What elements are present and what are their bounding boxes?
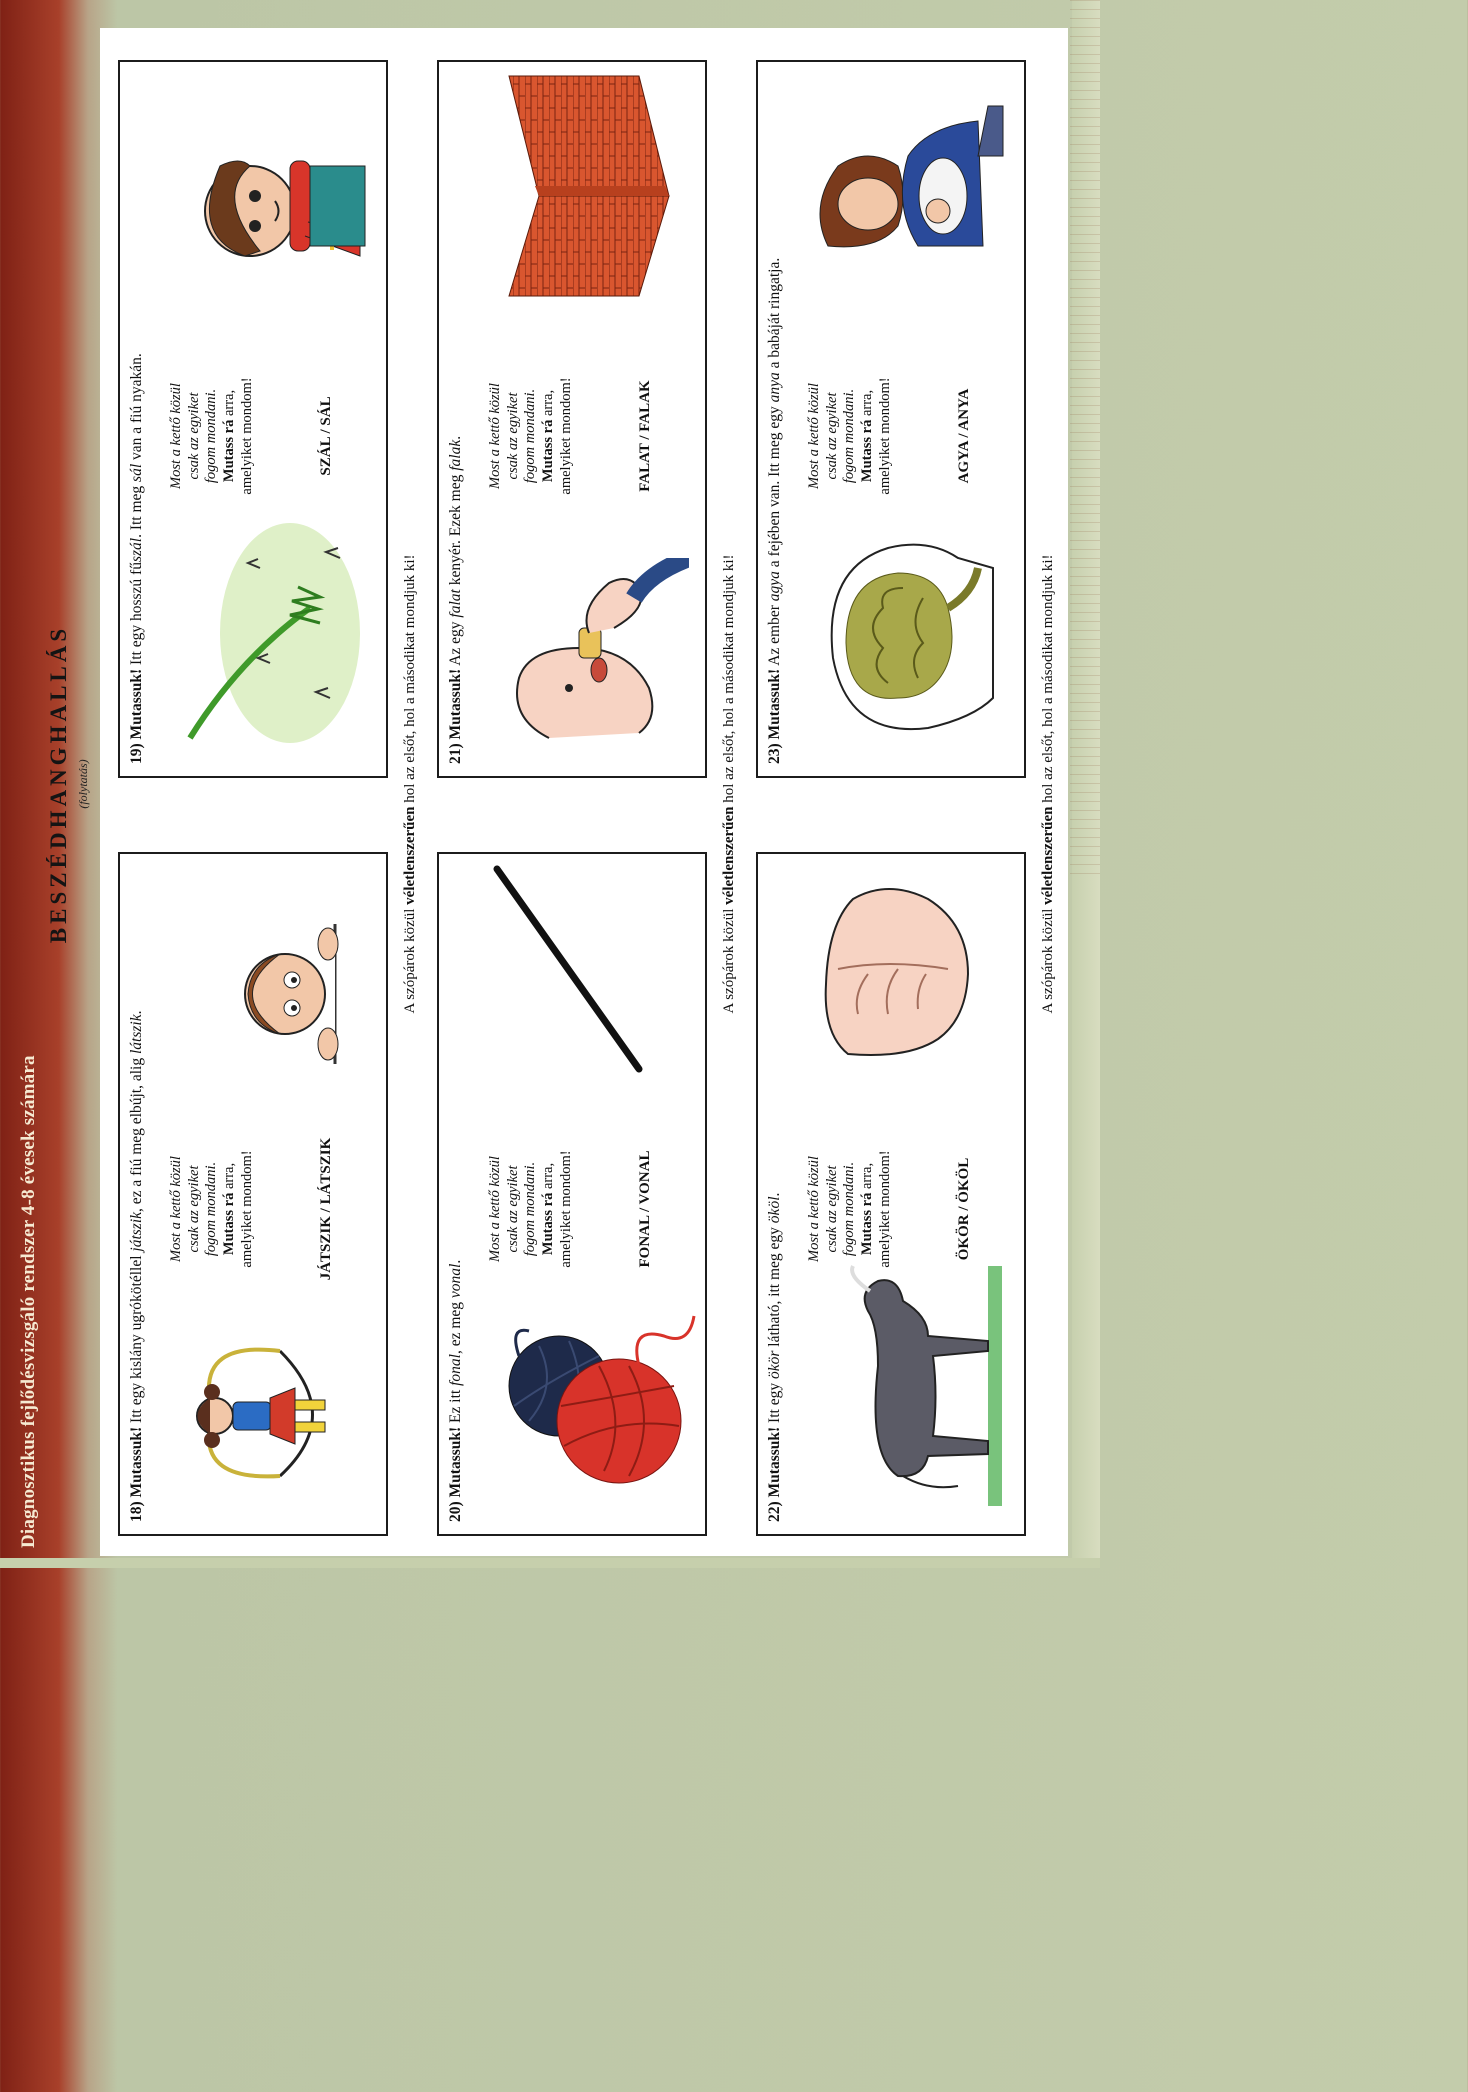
instruction-line-5: amelyiket mondom! [876,1150,893,1268]
instruction-line-5: amelyiket mondom! [238,377,255,495]
card-instruction [168,1114,256,1304]
word-pair: ÖKÖR / ÖKÖL [956,1157,972,1261]
sentence-part: . [447,435,464,440]
card-description [447,864,466,1522]
card-lead: Mutassuk! [447,668,464,740]
instruction-line-1: Most a kettő közül [168,383,184,489]
card-21 [437,60,707,778]
sentence-part: Az egy [447,617,464,669]
instruction-line-5: amelyiket mondom! [557,377,574,495]
card-instruction [487,341,575,531]
instruction-line-1: Most a kettő közül [487,383,503,489]
yarn-balls-icon[interactable] [489,1286,704,1516]
card-number: 23) [766,739,783,764]
card-number: 20) [447,1497,464,1522]
word-pair: FONAL / VONAL [637,1150,653,1268]
bread-bite-icon[interactable] [489,558,694,758]
instruction-line-4: Mutass rá arra, [221,389,238,483]
instruction-line-1: Most a kettő közül [806,1156,822,1262]
instruction-line-1: Most a kettő közül [168,1156,184,1262]
sentence-part: játszik [128,1211,145,1252]
straight-line-icon[interactable] [489,864,654,1074]
instruction-line-5: amelyiket mondom! [557,1150,574,1268]
card-23 [756,60,1026,778]
instruction-line-5: amelyiket mondom! [238,1150,255,1268]
instruction-line-3: fogom mondani. [522,388,539,484]
instruction-line-2: csak az egyiket [185,392,202,480]
word-pair: AGYA / ANYA [956,388,972,484]
card-number: 19) [128,739,145,764]
instruction-line-2: csak az egyiket [823,1165,840,1253]
sentence-part: szál [128,537,145,563]
card-20 [437,852,707,1536]
instruction-line-2: csak az egyiket [504,392,521,480]
word-pair: JÁTSZIK / LÁTSZIK [318,1137,334,1281]
card-description [766,864,785,1522]
sentence-part: Itt egy [766,1379,783,1427]
sentence-part: . [766,1192,783,1197]
instruction-line-4: Mutass rá arra, [859,389,876,483]
card-sentence [766,1193,783,1427]
instruction-line-4: Mutass rá arra, [221,1162,238,1256]
brick-walls-icon[interactable] [489,66,694,306]
mother-baby-icon[interactable] [808,86,1013,306]
hiding-boy-icon[interactable] [170,914,365,1074]
card-lead: Mutassuk! [766,1426,783,1498]
instruction-line-3: fogom mondani. [522,1161,539,1257]
row-note-2: A szópárok közül véletlenszerűen hol az elsőt, hol a másodikat mondjuk ki! [721,554,737,1014]
card-number: 22) [766,1497,783,1522]
instruction-line-4: Mutass rá arra, [859,1162,876,1256]
card-instruction [487,1114,575,1304]
instruction-line-1: Most a kettő közül [806,383,822,489]
card-number: 21) [447,739,464,764]
card-instruction [168,341,256,531]
card-lead: Mutassuk! [128,1426,145,1498]
sentence-part: . [128,1010,145,1015]
card-description [128,72,147,764]
card-lead: Mutassuk! [447,1426,464,1498]
sentence-part: látszik [128,1014,145,1055]
page-title: BESZÉDHANGHALLÁS [46,624,71,944]
word-pair: SZÁL / SÁL [318,396,334,476]
instruction-line-3: fogom mondani. [841,388,858,484]
card-description [128,864,147,1522]
card-sentence [766,258,783,669]
word-pair: FALAT / FALAK [637,380,653,492]
sentence-part: fonal [447,1354,464,1386]
sentence-part: látható, itt meg egy [766,1223,783,1351]
sentence-part: falak [447,439,464,471]
brain-head-icon[interactable] [808,528,1013,758]
sentence-part: kenyér. Ezek meg [447,470,464,590]
card-lead: Mutassuk! [766,668,783,740]
card-description [766,72,785,764]
sentence-part: a fejében van. Itt meg egy [766,402,783,572]
card-description [447,72,466,764]
sentence-part: ökör [766,1350,783,1380]
instruction-line-2: csak az egyiket [185,1165,202,1253]
instruction-line-4: Mutass rá arra, [540,389,557,483]
sentence-part: van a fiú nyakán. [128,353,145,464]
card-18 [118,852,388,1536]
card-sentence [447,436,464,669]
instruction-line-3: fogom mondani. [203,1161,220,1257]
boy-with-scarf-icon[interactable] [170,106,375,306]
sentence-part: sál [128,463,145,482]
instruction-line-3: fogom mondani. [841,1161,858,1257]
row-note-3: A szópárok közül véletlenszerűen hol az elsőt, hol a másodikat mondjuk ki! [1040,554,1056,1014]
sentence-part: vonal [447,1263,464,1299]
sentence-part: Itt egy hosszú fű [128,562,145,669]
card-22 [756,852,1026,1536]
sentence-part: agya [766,571,783,602]
sentence-part: anya [766,372,783,403]
sentence-part: , ez meg [447,1298,464,1355]
sentence-part: Az ember [766,601,783,669]
instruction-line-1: Most a kettő közül [487,1156,503,1262]
card-19 [118,60,388,778]
page-subtitle: (folytatás) [76,759,90,809]
sentence-part: , ez a fiú meg elbújt, alig [128,1054,145,1212]
grass-blade-icon[interactable] [170,518,375,758]
sentence-part: Ez itt [447,1385,464,1427]
card-sentence [447,1260,464,1427]
sentence-part: . [447,1259,464,1264]
sentence-part: Itt egy kislány ugrókötéllel [128,1251,145,1427]
instruction-line-4: Mutass rá arra, [540,1162,557,1256]
jump-rope-girl-icon[interactable] [170,1316,365,1516]
fist-icon[interactable] [808,874,993,1074]
sentence-part: . Itt meg [128,481,145,538]
card-lead: Mutassuk! [128,668,145,740]
instruction-line-3: fogom mondani. [203,388,220,484]
instruction-line-2: csak az egyiket [823,392,840,480]
instruction-line-2: csak az egyiket [504,1165,521,1253]
instruction-line-5: amelyiket mondom! [876,377,893,495]
ox-icon[interactable] [808,1256,1023,1516]
header-title: Diagnosztikus fejlődésvizsgáló rendszer 4-8 évesek számára [18,1055,39,1548]
sentence-part: falat [447,589,464,618]
card-instruction [806,341,894,531]
card-sentence [128,1011,145,1427]
card-sentence [128,353,145,669]
sentence-part: ököl [766,1196,783,1224]
card-number: 18) [128,1497,145,1522]
sentence-part: a babáját ringatja. [766,257,783,373]
row-note-1: A szópárok közül véletlenszerűen hol az elsőt, hol a másodikat mondjuk ki! [402,554,418,1014]
